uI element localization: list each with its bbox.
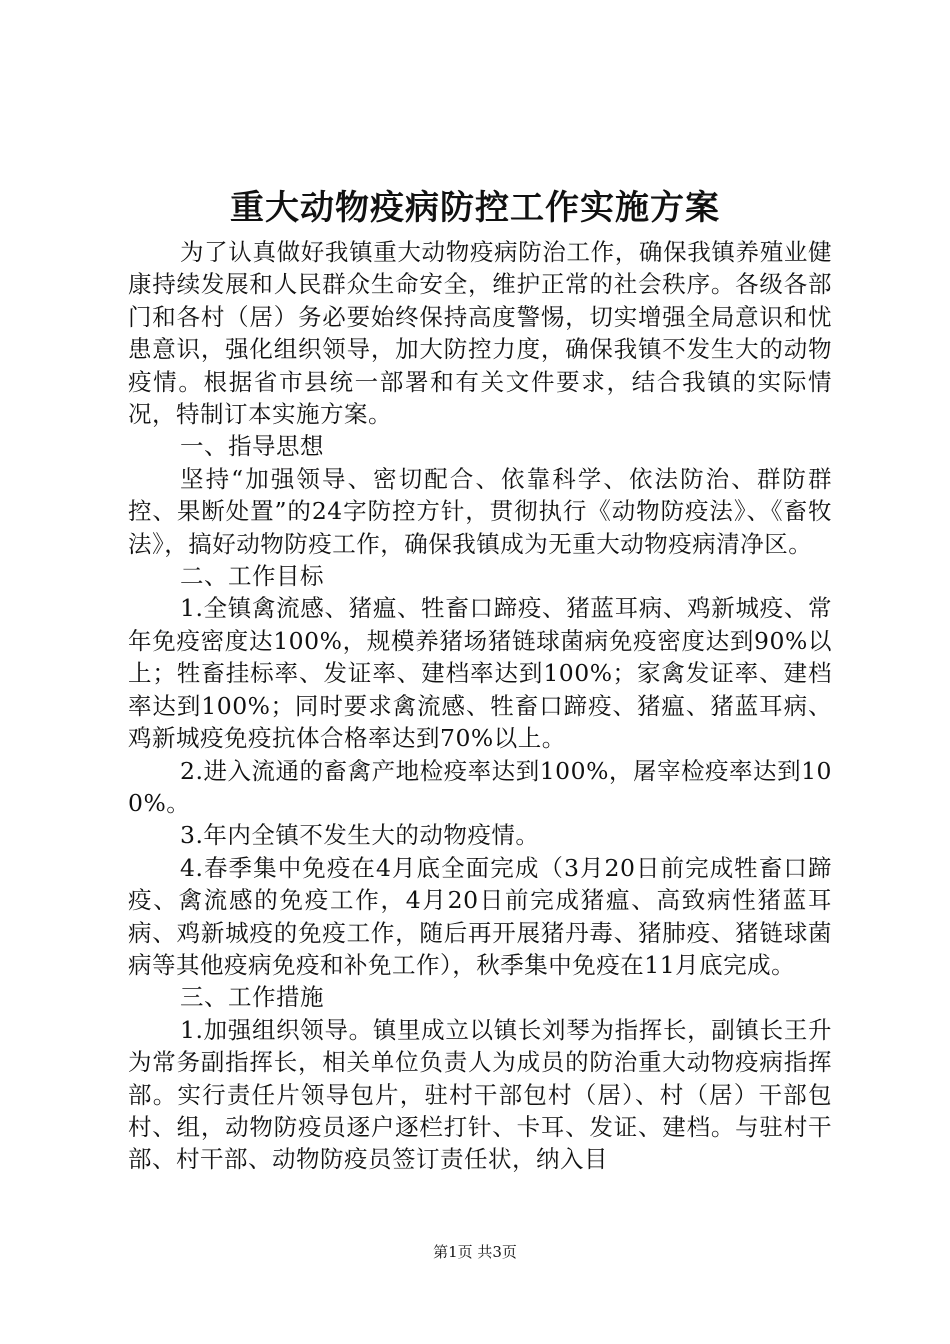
intro-paragraph: 为了认真做好我镇重大动物疫病防治工作，确保我镇养殖业健康持续发展和人民群众生命安全，维护正常的社会秩序。各级各部门和各村（居）务必要始终保持高度警惕，切实增强全局意识和忧患意识，强化组织领导，加大防控力度，确保我镇不发生大的动物疫情。根据省市县统一部署和有关文件要求，结合我镇的实际情况，特制订本实施方案。 xyxy=(128,238,832,429)
goal-item-4: 4.春季集中免疫在4月底全面完成（3月20日前完成牲畜口蹄疫、禽流感的免疫工作，4月20日前完成猪瘟、高致病性猪蓝耳病、鸡新城疫的免疫工作，随后再开展猪丹毒、猪肺疫、猪链球菌病等其他疫病免疫和补免工作），秋季集中免疫在11月底完成。 xyxy=(128,853,832,979)
section-heading-work-goals: 二、工作目标 xyxy=(180,562,324,591)
page-footer: 第1页 共3页 xyxy=(433,1243,517,1261)
document-title: 重大动物疫病防控工作实施方案 xyxy=(230,188,720,228)
section-heading-guiding-thought: 一、指导思想 xyxy=(180,432,324,461)
section-heading-work-measures: 三、工作措施 xyxy=(180,983,324,1012)
goal-item-1: 1.全镇禽流感、猪瘟、牲畜口蹄疫、猪蓝耳病、鸡新城疫、常年免疫密度达100%，规模养猪场猪链球菌病免疫密度达到90%以上；牲畜挂标率、发证率、建档率达到100%；家禽发证率、建档率达到100%；同时要求禽流感、牲畜口蹄疫、猪瘟、猪蓝耳病、鸡新城疫免疫抗体合格率达到70%以上。 xyxy=(128,594,832,753)
document-body xyxy=(128,236,832,1176)
goal-item-2: 2.进入流通的畜禽产地检疫率达到100%，屠宰检疫率达到100%。 xyxy=(128,756,832,817)
measure-item-1: 1.加强组织领导。镇里成立以镇长刘琴为指挥长，副镇长王升为常务副指挥长，相关单位负责人为成员的防治重大动物疫病指挥部。实行责任片领导包片，驻村干部包村（居）、村（居）干部包村、组，动物防疫员逐户逐栏打针、卡耳、发证、建档。与驻村干部、村干部、动物防疫员签订责任状，纳入目 xyxy=(128,1015,832,1174)
goal-item-3: 3.年内全镇不发生大的动物疫情。 xyxy=(180,821,540,850)
guiding-thought-paragraph: 坚持“加强领导、密切配合、依靠科学、依法防治、群防群控、果断处置”的24字防控方针，贯彻执行《动物防疫法》、《畜牧法》，搞好动物防疫工作，确保我镇成为无重大动物疫病清净区。 xyxy=(128,464,832,558)
